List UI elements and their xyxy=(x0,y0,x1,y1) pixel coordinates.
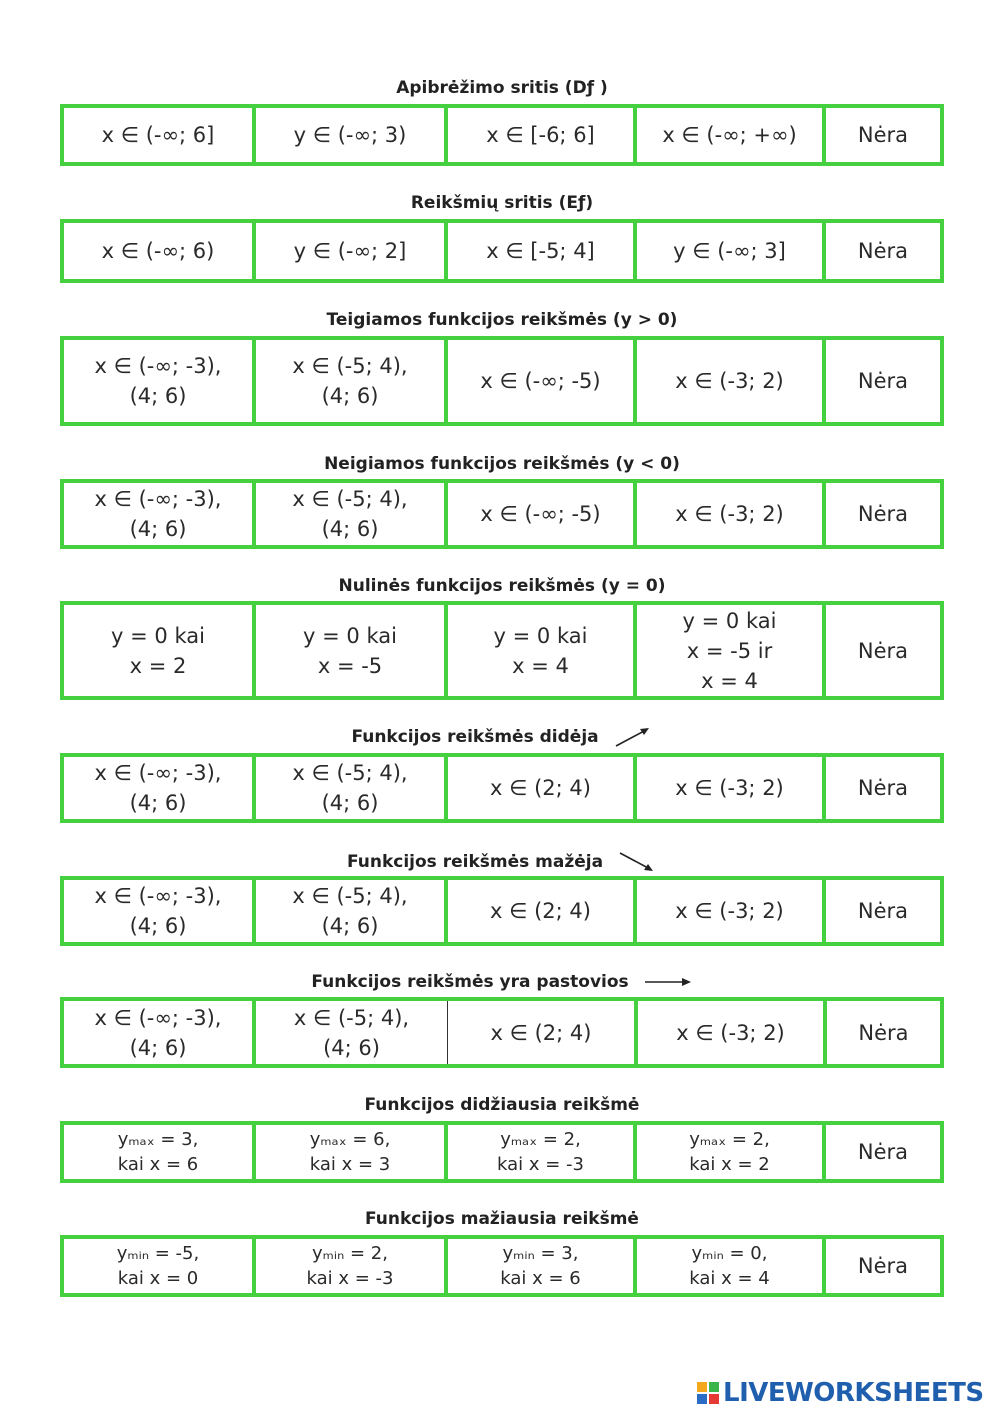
answer-cell[interactable]: yₘᵢₙ = 2, kai x = -3 xyxy=(256,1239,448,1293)
answer-row xyxy=(60,997,944,1068)
answer-cell[interactable]: Nėra xyxy=(857,1140,909,1164)
answer-cell[interactable]: yₘₐₓ = 2, kai x = -3 xyxy=(448,1125,637,1179)
answer-cell[interactable]: yₘᵢₙ = -5, kai x = 0 xyxy=(64,1239,256,1293)
section-title: Nulinės funkcijos reikšmės (y = 0) xyxy=(338,576,666,596)
answer-cell[interactable]: x ∈ (-∞; -3), (4; 6) xyxy=(64,483,256,545)
answer-row xyxy=(60,753,944,823)
answer-cell[interactable]: x ∈ (-∞; -3), (4; 6) xyxy=(64,880,256,942)
answer-row xyxy=(60,876,944,946)
answer-cell[interactable]: x ∈ (-3; 2) xyxy=(637,880,826,942)
answer-cell[interactable]: x ∈ (-∞; -5) xyxy=(448,483,637,545)
section-title: Neigiamos funkcijos reikšmės (y < 0) xyxy=(324,454,680,474)
answer-row xyxy=(60,104,944,166)
answer-cell[interactable]: yₘₐₓ = 6, kai x = 3 xyxy=(256,1125,448,1179)
section-title: Funkcijos didžiausia reikšmė xyxy=(364,1095,640,1115)
answer-cell[interactable]: x ∈ [-5; 4] xyxy=(448,223,637,279)
answer-row xyxy=(60,1121,944,1183)
liveworksheets-logo xyxy=(697,1378,984,1408)
arrow-down-right-icon xyxy=(617,850,657,874)
section-title-text: Funkcijos reikšmės mažėja xyxy=(346,852,604,872)
answer-cell[interactable]: x ∈ [-6; 6] xyxy=(448,108,637,162)
answer-cell[interactable]: y ∈ (-∞; 3] xyxy=(637,223,826,279)
answer-row xyxy=(60,219,944,283)
answer-cell[interactable]: y ∈ (-∞; 3) xyxy=(256,108,448,162)
answer-cell[interactable]: x ∈ (-5; 4), (4; 6) xyxy=(256,340,448,422)
answer-cell[interactable]: x ∈ (-3; 2) xyxy=(637,483,826,545)
section-title: Funkcijos mažiausia reikšmė xyxy=(365,1209,639,1229)
section-title-text: Funkcijos reikšmės yra pastovios xyxy=(311,972,629,992)
answer-cell[interactable]: Nėra xyxy=(857,502,909,526)
answer-cell[interactable]: x ∈ (2; 4) xyxy=(448,880,637,942)
answer-cell[interactable]: x ∈ (-5; 4), (4; 6) xyxy=(256,880,448,942)
answer-cell[interactable]: Nėra xyxy=(857,776,909,800)
section-title: Teigiamos funkcijos reikšmės (y > 0) xyxy=(326,310,678,330)
answer-cell[interactable]: x ∈ (-5; 4), (4; 6) xyxy=(256,483,448,545)
answer-row xyxy=(60,1235,944,1297)
answer-cell[interactable]: y = 0 kai x = 4 xyxy=(448,605,637,696)
section-title xyxy=(60,850,944,874)
answer-cell[interactable]: x ∈ (-5; 4), (4; 6) xyxy=(256,757,448,819)
answer-row xyxy=(60,336,944,426)
logo-mark-icon xyxy=(697,1382,719,1404)
answer-cell[interactable]: y = 0 kai x = 2 xyxy=(64,605,256,696)
answer-cell[interactable]: Nėra xyxy=(857,1254,909,1278)
answer-cell[interactable]: x ∈ (-∞; -5) xyxy=(448,340,637,422)
answer-cell[interactable]: y ∈ (-∞; 2] xyxy=(256,223,448,279)
section-title: Reikšmių sritis (Eƒ) xyxy=(410,193,594,213)
answer-cell[interactable]: x ∈ (-∞; +∞) xyxy=(637,108,826,162)
logo-text: LIVEWORKSHEETS xyxy=(723,1378,984,1408)
answer-cell[interactable]: Nėra xyxy=(857,123,909,147)
answer-cell[interactable]: y = 0 kai x = -5 ir x = 4 xyxy=(637,605,826,696)
section-title xyxy=(60,972,944,992)
answer-cell[interactable]: Nėra xyxy=(857,638,909,663)
answer-cell[interactable]: Nėra xyxy=(857,369,909,393)
arrow-up-right-icon xyxy=(613,725,653,749)
answer-cell[interactable]: x ∈ (-3; 2) xyxy=(638,1001,827,1064)
answer-cell[interactable]: x ∈ (-3; 2) xyxy=(637,757,826,819)
answer-cell[interactable]: x ∈ (-5; 4), (4; 6) xyxy=(256,1001,448,1064)
answer-cell[interactable]: y = 0 kai x = -5 xyxy=(256,605,448,696)
answer-cell[interactable]: yₘᵢₙ = 0, kai x = 4 xyxy=(637,1239,826,1293)
answer-cell[interactable]: Nėra xyxy=(857,899,909,923)
answer-cell[interactable]: x ∈ (-∞; -3), (4; 6) xyxy=(64,340,256,422)
answer-cell[interactable]: x ∈ (-∞; 6) xyxy=(64,223,256,279)
answer-cell[interactable]: x ∈ (-∞; 6] xyxy=(64,108,256,162)
answer-cell[interactable]: x ∈ (-3; 2) xyxy=(637,340,826,422)
answer-cell[interactable]: Nėra xyxy=(857,239,909,263)
answer-cell[interactable]: x ∈ (2; 4) xyxy=(448,757,637,819)
section-title-text: Funkcijos reikšmės didėja xyxy=(351,727,599,747)
answer-cell[interactable]: x ∈ (-∞; -3), (4; 6) xyxy=(64,757,256,819)
answer-row xyxy=(60,601,944,700)
answer-cell[interactable]: yₘₐₓ = 3, kai x = 6 xyxy=(64,1125,256,1179)
answer-row xyxy=(60,479,944,549)
answer-cell[interactable]: yₘᵢₙ = 3, kai x = 6 xyxy=(448,1239,637,1293)
answer-cell[interactable]: x ∈ (-∞; -3), (4; 6) xyxy=(64,1001,256,1064)
section-title xyxy=(60,725,944,749)
answer-cell[interactable]: yₘₐₓ = 2, kai x = 2 xyxy=(637,1125,826,1179)
answer-cell[interactable]: x ∈ (2; 4) xyxy=(448,1001,638,1064)
section-title: Apibrėžimo sritis (Dƒ ) xyxy=(396,78,608,98)
arrow-right-icon xyxy=(643,972,693,992)
answer-cell[interactable]: Nėra xyxy=(858,1020,909,1045)
